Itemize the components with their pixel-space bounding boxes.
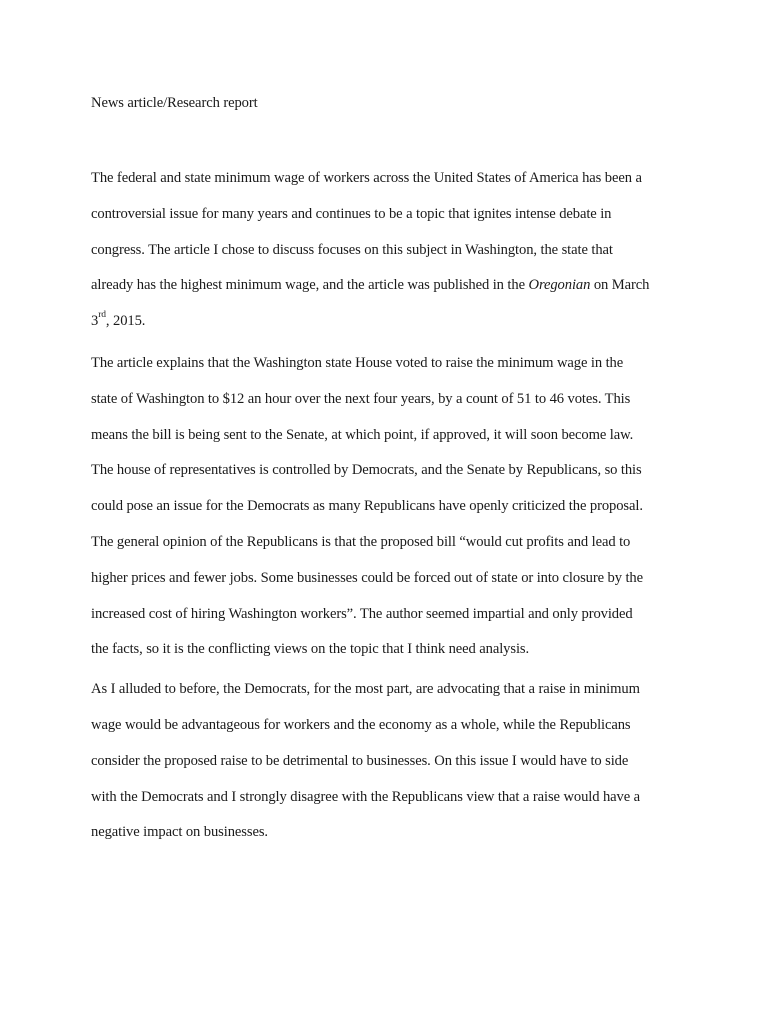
ordinal-suffix: rd [98, 310, 106, 321]
text-fragment: on March [590, 277, 650, 294]
text-line: The house of representatives is controlled by Democrats, and the Senate by Republicans, so this [91, 462, 642, 479]
text-line: could pose an issue for the Democrats as many Republicans have openly criticized the proposal. [91, 498, 643, 515]
text-line: The article explains that the Washington state House voted to raise the minimum wage in the [91, 354, 624, 371]
text-line: consider the proposed raise to be detrimental to businesses. On this issue I would have to side [91, 752, 629, 769]
text-line: As I alluded to before, the Democrats, for the most part, are advocating that a raise in minimum [91, 681, 640, 698]
paragraph-article-summary [91, 346, 691, 668]
text-line: The federal and state minimum wage of workers across the United States of America has been a [91, 170, 642, 186]
date-rest: , 2015. [105, 313, 146, 330]
text-line: increased cost of hiring Washington workers”. The author seemed impartial and only provided [91, 605, 633, 622]
document-title: News article/Research report [91, 95, 258, 111]
newspaper-name: Oregonian [528, 277, 591, 294]
document-page [91, 91, 691, 851]
text-line: state of Washington to $12 an hour over the next four years, by a count of 51 to 46 votes. This [91, 390, 631, 407]
text-line: The general opinion of the Republicans is that the proposed bill “would cut profits and lead to [91, 533, 631, 550]
text-line: means the bill is being sent to the Senate, at which point, if approved, it will soon become law. [91, 426, 634, 443]
text-line: congress. The article I chose to discuss focuses on this subject in Washington, the state that [91, 241, 613, 258]
paragraph-opinion [91, 672, 691, 851]
text-line: the facts, so it is the conflicting views on the topic that I think need analysis. [91, 641, 530, 658]
text-line: wage would be advantageous for workers and the economy as a whole, while the Republicans [91, 716, 631, 733]
text-line [91, 268, 691, 304]
text-line: higher prices and fewer jobs. Some businesses could be forced out of state or into closure by the [91, 569, 644, 586]
text-line: negative impact on businesses. [91, 824, 268, 841]
text-line: controversial issue for many years and continues to be a topic that ignites intense debate in [91, 205, 612, 222]
text-line: with the Democrats and I strongly disagree with the Republicans view that a raise would have a [91, 788, 641, 805]
text-line [91, 304, 691, 340]
text-fragment: already has the highest minimum wage, and the article was published in the [91, 277, 529, 294]
date-day: 3 [91, 313, 99, 330]
paragraph-intro [91, 161, 691, 340]
